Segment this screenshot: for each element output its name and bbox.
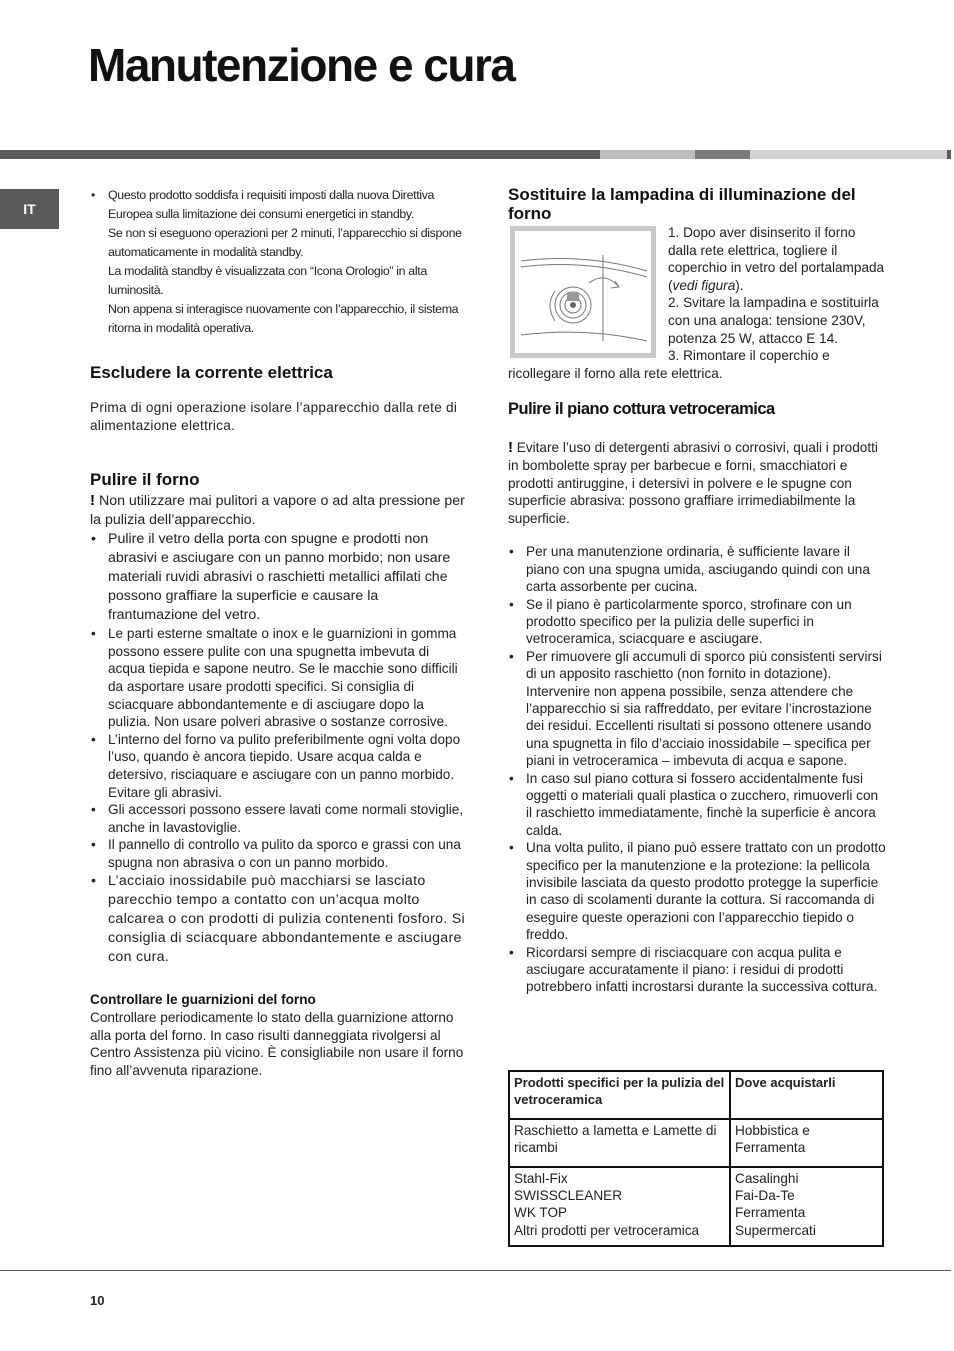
warning-icon: ! (90, 492, 95, 510)
escludere-heading: Escludere la corrente elettrica (90, 363, 333, 382)
oven-lamp-figure (510, 226, 656, 358)
warning-text: Evitare l’uso di detergenti abrasivi o corrosivi, quali i prodotti in bombolette spray per barbecue e forni, smacchiatori e prodotti antiruggine, i detersivi in polvere e le spugne con superficie abrasiva: possono graffiare irrimediabilmente la superficie. (508, 440, 878, 526)
header-bar-dark2 (695, 150, 750, 159)
standby-line: Non appena si interagisce nuovamente con l’apparecchio, il sistema ritorna in modalità operativa. (108, 302, 459, 335)
header-bar-light (750, 150, 947, 159)
table-header-cell: Dove acquistarli (730, 1071, 883, 1119)
table-cell: Raschietto a lametta e Lamette di ricambi (509, 1119, 730, 1167)
pulire-forno-list (90, 530, 466, 966)
list-item: • L’acciaio inossidabile può macchiarsi se lasciato parecchio tempo a contatto con un’acqua molto calcarea o con prodotti di pulizia contenenti fosforo. Si consiglia di sciacquare abbondantemente e asciugare con cura. (90, 872, 466, 967)
list-item: • Per una manutenzione ordinaria, è sufficiente lavare il piano con una spugna umida, asciugando quindi con una carta assorbente per cucina. (508, 543, 886, 595)
page-title: Manutenzione e cura (88, 39, 515, 91)
lampadina-step-3: 3. Rimontare il coperchio e ricollegare il forno alla rete elettrica. (508, 348, 830, 381)
escludere-text: Prima di ogni operazione isolare l’apparecchio dalla rete di alimentazione elettrica. (90, 400, 458, 433)
table-cell: Casalinghi Fai-Da-Te Ferramenta Supermercati (730, 1167, 883, 1246)
pulire-forno-warning (90, 491, 466, 530)
page-number: 10 (90, 1293, 105, 1308)
lampadina-heading: Sostituire la lampadina di illuminazione del forno (508, 185, 856, 223)
list-item: • Il pannello di controllo va pulito da sporco e grassi con una spugna non abrasiva o con un panno morbido. (90, 836, 466, 871)
header-bar-mid (600, 150, 695, 159)
standby-line: Se non si eseguono operazioni per 2 minuti, l’apparecchio si dispone automaticamente in modalità standby. (108, 226, 462, 259)
warning-text: Non utilizzare mai pulitori a vapore o ad alta pressione per la pulizia dell’apparecchio. (90, 493, 465, 529)
list-item: • Gli accessori possono essere lavati come normali stoviglie, anche in lavastoviglie. (90, 801, 466, 836)
list-item: • Una volta pulito, il piano può essere trattato con un prodotto specifico per la manutenzione e la protezione: la pellicola invisibile lasciata da questo prodotto protegge la superficie in caso di scolamenti durante la cottura. Si raccomanda di eseguire queste operazioni con l’apparecchio tiepido o freddo. (508, 839, 886, 943)
products-table (508, 1070, 884, 1247)
warning-icon: ! (508, 439, 513, 457)
standby-line: La modalità standby è visualizzata con “Icona Orologio” in alta luminosità. (108, 264, 427, 297)
list-item: • L’interno del forno va pulito preferibilmente ogni volta dopo l’uso, quando è ancora tiepido. Usare acqua calda e detersivo, risciaquare e asciugare con un panno morbido. Evitare gli abrasivi. (90, 731, 466, 801)
right-column (508, 185, 886, 996)
table-header-cell: Prodotti specifici per la pulizia del vetroceramica (509, 1071, 730, 1119)
list-item: • Se il piano è particolarmente sporco, strofinare con un prodotto specifico per la pulizia delle superfici in vetroceramica, sciacquare e asciugare. (508, 596, 886, 648)
guarnizioni-heading: Controllare le guarnizioni del forno (90, 991, 316, 1007)
vetroceramica-list (508, 543, 886, 996)
list-item: • In caso sul piano cottura si fossero accidentalmente fusi oggetti o materiali quali plastica o zucchero, rimuoverli con il raschietto immediatamente, finchè la superficie è ancora calda. (508, 770, 886, 840)
standby-line: • Questo prodotto soddisfa i requisiti imposti dalla nuova Direttiva Europea sulla limitazione dei consumi energetici in standby. (108, 188, 435, 221)
standby-bullet (90, 186, 466, 338)
header-bar-dark (0, 150, 600, 159)
pulire-forno-heading: Pulire il forno (90, 470, 200, 490)
lampadina-step-1: 1. Dopo aver disinserito il forno dalla rete elettrica, togliere il coperchio in vetro del portalampada (vedi figura). (668, 225, 885, 293)
table-cell: Hobbistica e Ferramenta (730, 1119, 883, 1167)
list-item: • Le parti esterne smaltate o inox e le guarnizioni in gomma possono essere pulite con una spugnetta imbevuta di acqua tiepida e sapone neutro. Se le macchie sono difficili da asportare usare prodotti specifici. Si consiglia di sciacquare abbondantemente e di asciugare dopo la pulizia. Non usare polveri abrasive o sostanze corrosive. (90, 625, 466, 731)
table-row (509, 1167, 883, 1246)
table-header-row (509, 1071, 883, 1119)
vetroceramica-warning (508, 439, 886, 527)
lampadina-step-2: 2. Svitare la lampadina e sostituirla con una analoga: tensione 230V, potenza 25 W, attacco E 14. (668, 295, 879, 346)
table-cell: Stahl-Fix SWISSCLEANER WK TOP Altri prodotti per vetroceramica (509, 1167, 730, 1246)
oven-lamp-illustration (515, 231, 651, 353)
header-bar-end (947, 150, 951, 159)
list-item: • Ricordarsi sempre di risciacquare con acqua pulita e asciugare accuratamente il piano: i residui di prodotti potrebbero infatti incrostarsi durante la successiva cottura. (508, 944, 886, 996)
vetroceramica-heading: Pulire il piano cottura vetroceramica (508, 400, 775, 419)
guarnizioni-text: Controllare periodicamente lo stato della guarnizione attorno alla porta del forno. In caso risulti danneggiata rivolgersi al Centro Assistenza più vicino. È consigliabile non usare il forno fino all’avvenuta riparazione. (90, 1010, 464, 1078)
lampadina-section (508, 224, 886, 382)
left-column (90, 186, 466, 1079)
language-tab: IT (0, 189, 59, 229)
footer-divider (0, 1270, 951, 1271)
table-row (509, 1119, 883, 1167)
standby-info (90, 186, 466, 338)
list-item: • Pulire il vetro della porta con spugne e prodotti non abrasivi e asciugare con un panno morbido; non usare materiali ruvidi abrasivi o raschietti metallici affilati che possono graffiare la superficie e causare la frantumazione del vetro. (90, 530, 466, 625)
lampadina-step-1-italic: vedi figura (672, 277, 736, 293)
list-item: • Per rimuovere gli accumuli di sporco più consistenti servirsi di un apposito raschietto (non fornito in dotazione). Intervenire non appena possibile, senza attendere che l’apparecchio si sia raffreddato, per evitare l’incrostazione dei residui. Eccellenti risultati si possono ottenere usando una spugnetta in filo d’acciaio inossidabile – specifica per piani in vetroceramica – imbevuta di acqua e sapone. (508, 648, 886, 770)
